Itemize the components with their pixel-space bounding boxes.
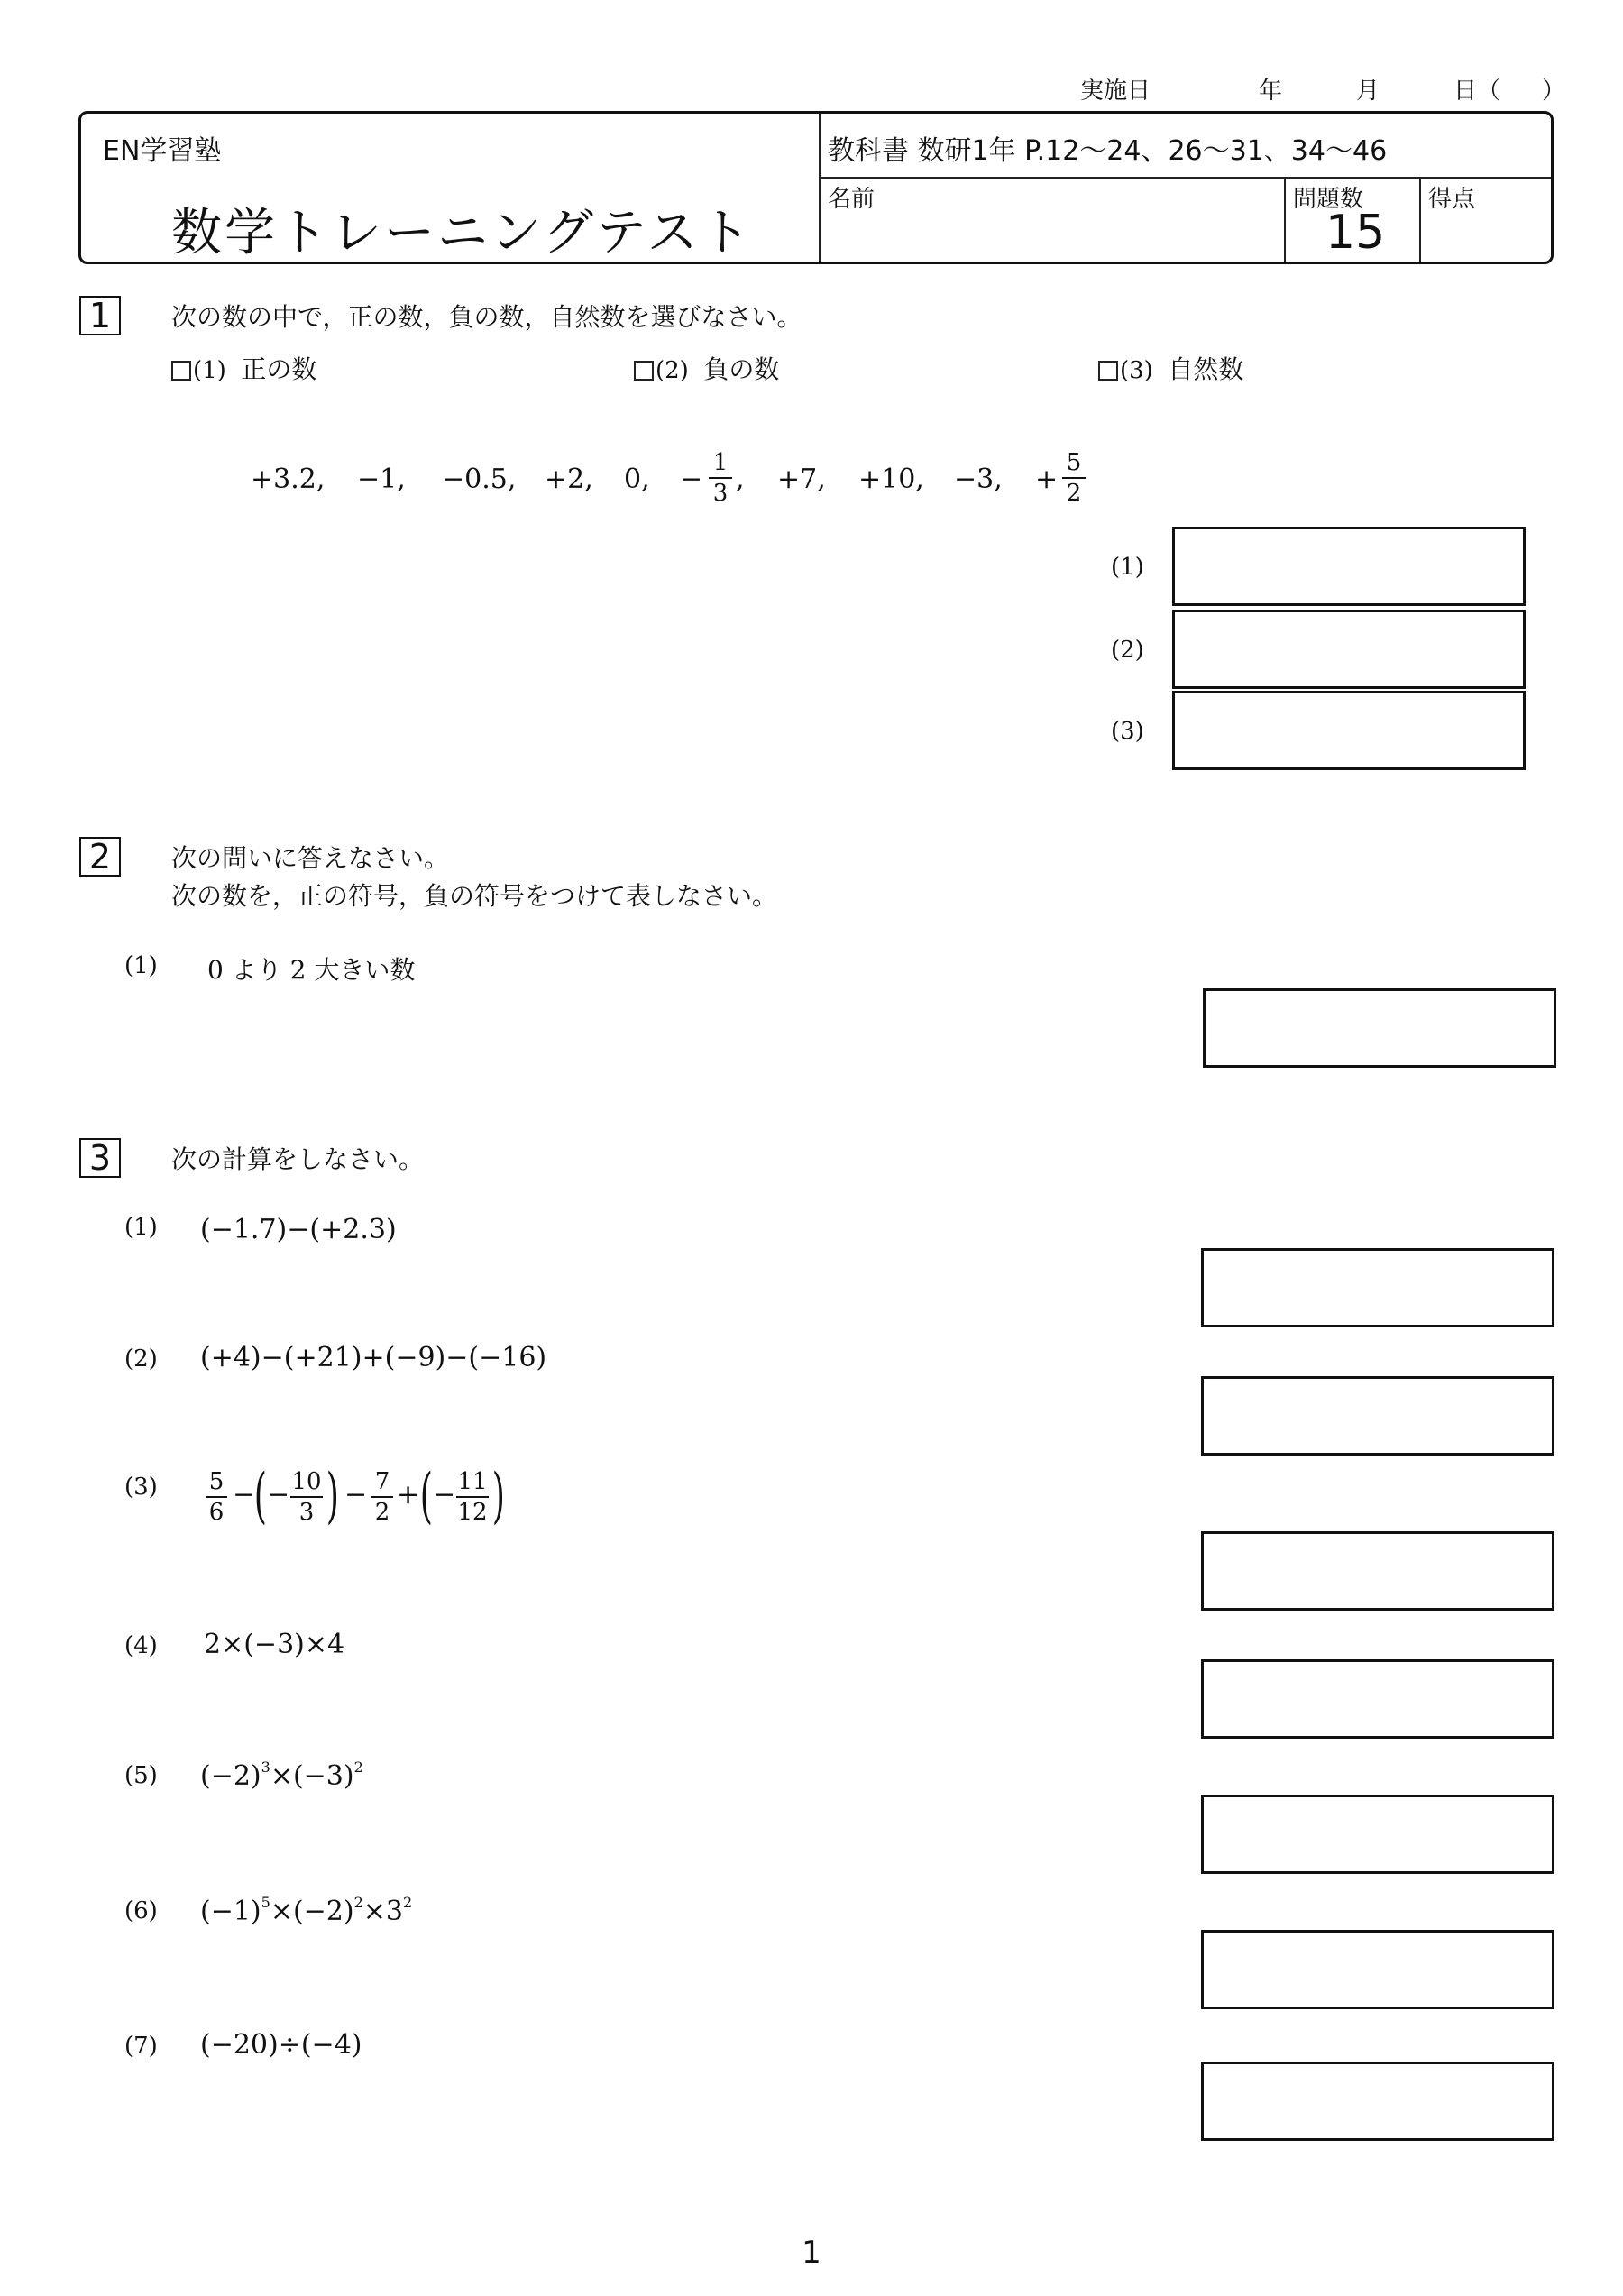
answer-box[interactable]: [1201, 2062, 1554, 2141]
section-number: 1: [79, 296, 121, 335]
answer-box[interactable]: [1172, 691, 1526, 770]
question-label: (3): [124, 1474, 158, 1501]
exponent: 2: [353, 1759, 363, 1776]
question-count-label: 問題数: [1293, 186, 1364, 213]
checkbox-icon[interactable]: [1098, 361, 1118, 381]
expression: [200, 1759, 363, 1792]
header-divider: [1284, 177, 1286, 262]
sub-question: [634, 350, 779, 386]
header-box: [78, 111, 1554, 264]
question-label: (6): [124, 1897, 158, 1924]
paren-close: ): [491, 1461, 505, 1530]
operator: +: [397, 1479, 420, 1511]
exponent: 2: [353, 1894, 363, 1911]
sub-question-text: 正の数: [241, 354, 317, 384]
answer-box[interactable]: [1203, 988, 1556, 1068]
exponent: 3: [261, 1759, 270, 1776]
sub-question-text: 自然数: [1168, 354, 1244, 384]
expression-part: ×(−3): [270, 1760, 354, 1792]
number-item: +: [1035, 464, 1059, 495]
section-instruction-detail: 次の数を，正の符号，負の符号をつけて表しなさい。: [171, 881, 778, 911]
checkbox-icon[interactable]: [634, 361, 654, 381]
sub-question-label: (3): [1120, 357, 1153, 384]
checkbox-icon[interactable]: [171, 361, 191, 381]
textbook-range: 教科書 数研1年 P.12〜24、26〜31、34〜46: [828, 135, 1388, 167]
date-label: 実施日: [1080, 78, 1151, 105]
expression: [200, 1894, 412, 1927]
denominator: 6: [208, 1499, 225, 1526]
question-label: (2): [124, 1345, 158, 1373]
section-instruction: 次の問いに答えなさい。: [171, 843, 450, 873]
number-item: +10,: [858, 464, 924, 495]
expression-part: ×3: [362, 1896, 404, 1927]
numerator: 11: [457, 1468, 488, 1495]
month-label: 月: [1356, 78, 1380, 105]
paren-open: (: [419, 1461, 433, 1530]
answer-box[interactable]: [1201, 1930, 1554, 2009]
number-item: −: [680, 464, 703, 495]
fraction: [709, 449, 732, 507]
day-close-paren: ）: [1542, 78, 1566, 105]
page-number: 1: [802, 2235, 821, 2271]
expression: 2×(−3)×4: [204, 1629, 345, 1660]
expression-part: (−2): [200, 1760, 261, 1792]
answer-box[interactable]: [1201, 1795, 1554, 1874]
paren-open: (: [253, 1461, 267, 1530]
exponent: 2: [403, 1894, 413, 1911]
number-item: −0.5,: [442, 464, 517, 495]
header-divider: [819, 114, 821, 262]
page-title: 数学トレーニングテスト: [171, 204, 754, 262]
section-number: 2: [79, 837, 121, 877]
answer-box[interactable]: [1201, 1531, 1554, 1611]
score-field[interactable]: [1425, 179, 1551, 260]
answer-label: (1): [1111, 554, 1144, 581]
denominator: 2: [374, 1499, 390, 1526]
answer-label: (2): [1111, 637, 1144, 664]
answer-label: (3): [1111, 718, 1144, 745]
fraction: [456, 1468, 489, 1526]
fraction: [206, 1468, 227, 1526]
number-item: 0,: [624, 464, 650, 495]
numerator: 10: [291, 1468, 322, 1495]
answer-box[interactable]: [1201, 1248, 1554, 1327]
fraction: [290, 1468, 323, 1526]
number-item: −1,: [357, 464, 406, 495]
denominator: 2: [1066, 480, 1082, 507]
expression: [200, 1461, 543, 1540]
operator: −: [344, 1479, 368, 1511]
numerator: 5: [208, 1468, 225, 1495]
question-label: (7): [124, 2033, 158, 2060]
denominator: 12: [457, 1499, 488, 1526]
score-label: 得点: [1428, 186, 1476, 213]
year-label: 年: [1259, 78, 1283, 105]
question-text: 0 より 2 大きい数: [207, 955, 416, 985]
fraction: [1062, 449, 1086, 507]
number-item: +7,: [777, 464, 826, 495]
header-divider: [1419, 177, 1421, 262]
school-name: EN学習塾: [103, 135, 222, 167]
answer-box[interactable]: [1172, 610, 1526, 689]
section-instruction: 次の計算をしなさい。: [171, 1144, 425, 1174]
operator: −: [267, 1479, 290, 1511]
numerator: 1: [712, 449, 729, 476]
fraction: [371, 1468, 393, 1526]
numerator: 7: [374, 1468, 390, 1495]
paren-close: ): [326, 1461, 339, 1530]
sub-question-label: (2): [656, 357, 689, 384]
day-label: 日（: [1453, 78, 1501, 105]
exponent: 5: [261, 1894, 270, 1911]
expression: (+4)−(+21)+(−9)−(−16): [200, 1342, 547, 1373]
expression: (−1.7)−(+2.3): [200, 1214, 397, 1245]
name-label: 名前: [828, 186, 876, 213]
denominator: 3: [712, 480, 729, 507]
expression: (−20)÷(−4): [200, 2029, 362, 2061]
sub-question-label: (1): [193, 357, 226, 384]
number-item: +3.2,: [251, 464, 326, 495]
expression-part: (−1): [200, 1896, 261, 1927]
answer-box[interactable]: [1201, 1659, 1554, 1739]
question-label: (1): [124, 952, 158, 979]
sub-question-text: 負の数: [703, 354, 780, 384]
number-item: +2,: [545, 464, 593, 495]
question-label: (5): [124, 1762, 158, 1789]
question-count: 15: [1325, 206, 1386, 260]
expression-part: ×(−2): [270, 1896, 354, 1927]
name-field[interactable]: [830, 179, 1271, 260]
answer-box[interactable]: [1172, 527, 1526, 606]
section-instruction: 次の数の中で，正の数，負の数，自然数を選びなさい。: [171, 302, 802, 332]
section-number: 3: [79, 1138, 121, 1178]
question-label: (4): [124, 1632, 158, 1659]
sub-question: [1098, 350, 1243, 386]
question-label: (1): [124, 1214, 158, 1241]
operator: −: [233, 1479, 256, 1511]
number-item: −3,: [954, 464, 1003, 495]
denominator: 3: [298, 1499, 315, 1526]
sub-question: [171, 350, 316, 386]
operator: −: [433, 1479, 456, 1511]
number-item: ,: [736, 464, 745, 495]
numerator: 5: [1066, 449, 1082, 476]
answer-box[interactable]: [1201, 1376, 1554, 1456]
